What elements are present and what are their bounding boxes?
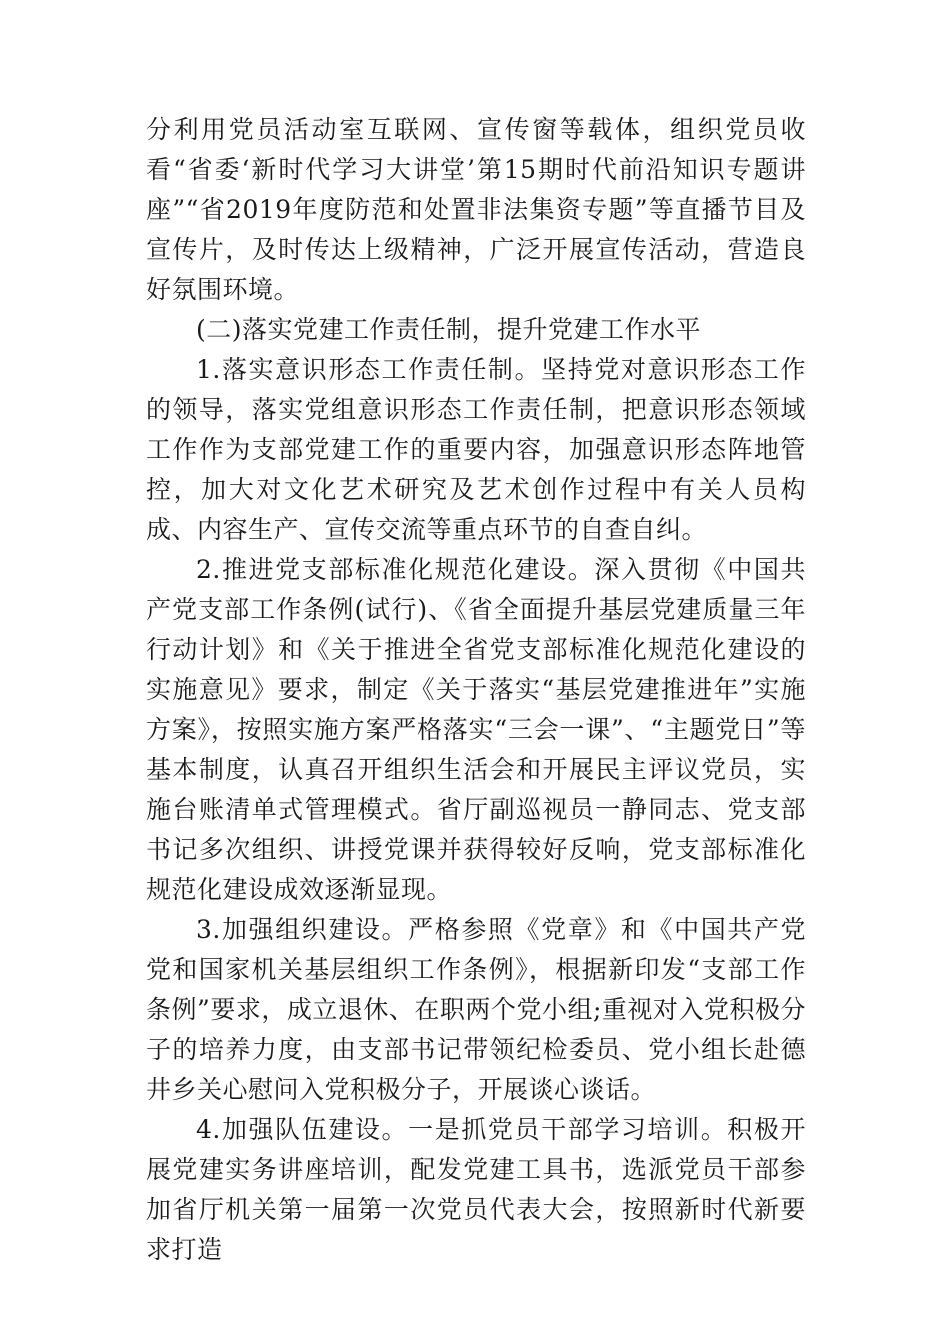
paragraph-continuation: 分利用党员活动室互联网、宣传窗等载体，组织党员收看“省委‘新时代学习大讲堂’第15期时代前沿知识专题讲座”“省2019年度防范和处置非法集资专题”等直播节目及宣传片，及时传达上级精神，广泛开展宣传活动，营造良好氛围环境。 [146,115,806,304]
paragraph-item-4: 4.加强队伍建设。一是抓党员干部学习培训。积极开展党建实务讲座培训，配发党建工具书，选派党员干部参加省厅机关第一届第一次党员代表大会，按照新时代新要求打造 [146,1115,806,1264]
section-heading: (二)落实党建工作责任制，提升党建工作水平 [196,315,702,344]
paragraph-item-1: 1.落实意识形态工作责任制。坚持党对意识形态工作的领导，落实党组意识形态工作责任制，把意识形态领域工作作为支部党建工作的重要内容，加强意识形态阵地管控，加大对文化艺术研究及艺术创作过程中有关人员构成、内容生产、宣传交流等重点环节的自查自纠。 [146,355,806,544]
document-body [146,110,806,1270]
paragraph-item-3: 3.加强组织建设。严格参照《党章》和《中国共产党党和国家机关基层组织工作条例》，根据新印发“支部工作条例”要求，成立退休、在职两个党小组;重视对入党积极分子的培养力度，由支部书记带领纪检委员、党小组长赴德井乡关心慰问入党积极分子，开展谈心谈话。 [146,915,806,1104]
paragraph-item-2: 2.推进党支部标准化规范化建设。深入贯彻《中国共产党支部工作条例(试行)、《省全面提升基层党建质量三年行动计划》和《关于推进全省党支部标准化规范化建设的实施意见》要求，制定《关于落实“基层党建推进年”实施方案》，按照实施方案严格落实“三会一课”、“主题党日”等基本制度，认真召开组织生活会和开展民主评议党员，实施台账清单式管理模式。省厅副巡视员一静同志、党支部书记多次组织、讲授党课并获得较好反响，党支部标准化规范化建设成效逐渐显现。 [146,555,806,904]
